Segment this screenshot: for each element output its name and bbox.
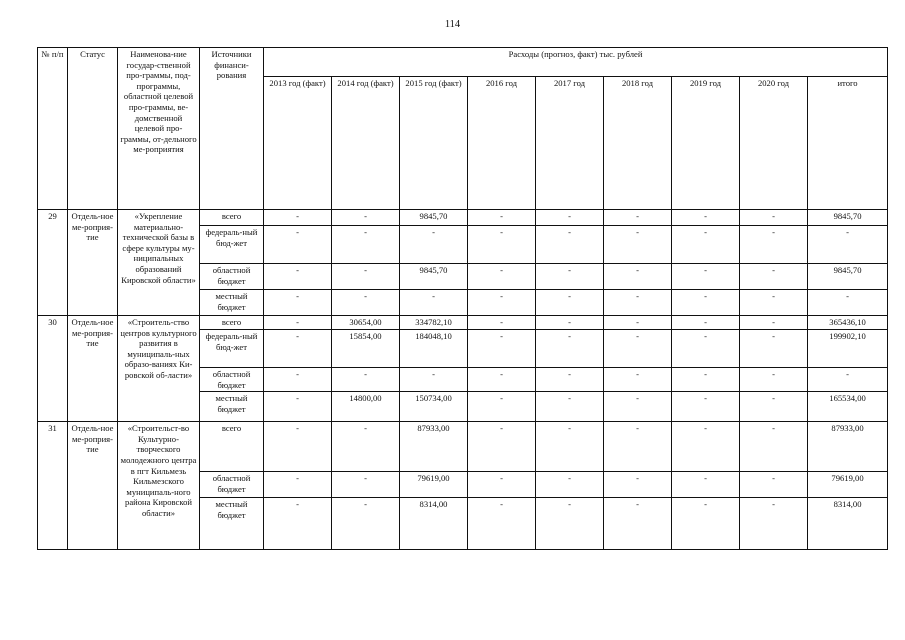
value-cell: 334782,10 [400, 316, 468, 330]
value-cell: - [672, 210, 740, 226]
value-cell: - [264, 226, 332, 264]
value-cell: - [604, 392, 672, 422]
value-cell: - [468, 316, 536, 330]
header-num: № п/п [38, 48, 68, 210]
row-status: Отдель-ное ме-роприя-тие [68, 316, 118, 422]
value-cell: 87933,00 [808, 422, 888, 472]
value-cell: - [332, 472, 400, 498]
value-cell: - [672, 316, 740, 330]
value-cell: - [740, 422, 808, 472]
value-cell: - [468, 498, 536, 550]
value-cell: - [604, 498, 672, 550]
value-cell: - [672, 422, 740, 472]
value-cell: - [332, 290, 400, 316]
value-cell: 365436,10 [808, 316, 888, 330]
value-cell: 79619,00 [400, 472, 468, 498]
value-cell: 199902,10 [808, 330, 888, 368]
value-cell: - [604, 330, 672, 368]
value-cell: 9845,70 [808, 210, 888, 226]
value-cell: - [536, 330, 604, 368]
header-year: 2016 год [468, 77, 536, 210]
value-cell: - [740, 316, 808, 330]
value-cell: - [536, 210, 604, 226]
value-cell: - [468, 392, 536, 422]
row-num: 31 [38, 422, 68, 550]
value-cell: - [468, 226, 536, 264]
value-cell: 165534,00 [808, 392, 888, 422]
value-cell: - [740, 226, 808, 264]
row-status: Отдель-ное ме-роприя-тие [68, 210, 118, 316]
header-name: Наименова-ние государ-ственной про-граммы, под-программы, областной целевой про-граммы, ве-домственной целевой про-граммы, от-дельного ме-роприятия [118, 48, 200, 210]
value-cell: - [468, 290, 536, 316]
row-source: областной бюджет [200, 472, 264, 498]
value-cell: 14800,00 [332, 392, 400, 422]
row-source: федераль-ный бюд-жет [200, 226, 264, 264]
value-cell: - [740, 368, 808, 392]
value-cell: 184048,10 [400, 330, 468, 368]
value-cell: - [332, 368, 400, 392]
header-year: 2017 год [536, 77, 604, 210]
value-cell: - [536, 392, 604, 422]
row-source: всего [200, 316, 264, 330]
value-cell: - [468, 422, 536, 472]
value-cell: - [808, 368, 888, 392]
value-cell: - [264, 210, 332, 226]
row-name: «Строительст-во Культурно-творческого молодежного центра в пгт Кильмезь Кильмезского муниципаль-ного района Кировской области» [118, 422, 200, 550]
value-cell: - [672, 264, 740, 290]
value-cell: - [264, 472, 332, 498]
value-cell: - [400, 226, 468, 264]
value-cell: - [740, 264, 808, 290]
value-cell: - [264, 368, 332, 392]
value-cell: - [536, 264, 604, 290]
value-cell: - [672, 472, 740, 498]
row-source: всего [200, 422, 264, 472]
value-cell: - [672, 392, 740, 422]
value-cell: - [536, 498, 604, 550]
row-num: 30 [38, 316, 68, 422]
value-cell: 79619,00 [808, 472, 888, 498]
row-source: всего [200, 210, 264, 226]
table-row [38, 422, 888, 472]
value-cell: 15854,00 [332, 330, 400, 368]
header-year: 2019 год [672, 77, 740, 210]
header-year: 2013 год (факт) [264, 77, 332, 210]
value-cell: - [332, 264, 400, 290]
table-row [38, 316, 888, 330]
value-cell: - [604, 264, 672, 290]
value-cell: - [740, 472, 808, 498]
value-cell: 9845,70 [400, 210, 468, 226]
row-source: местный бюджет [200, 498, 264, 550]
value-cell: - [468, 210, 536, 226]
row-source: местный бюджет [200, 290, 264, 316]
header-status: Статус [68, 48, 118, 210]
value-cell: - [808, 290, 888, 316]
value-cell: - [264, 330, 332, 368]
value-cell: - [264, 392, 332, 422]
header-year: 2020 год [740, 77, 808, 210]
value-cell: - [672, 330, 740, 368]
header-expenses: Расходы (прогноз, факт) тыс. рублей [264, 48, 888, 77]
value-cell: 9845,70 [808, 264, 888, 290]
value-cell: 8314,00 [808, 498, 888, 550]
header-year: 2015 год (факт) [400, 77, 468, 210]
table-row [38, 210, 888, 226]
row-name: «Строитель-ство центров культурного развития в муниципаль-ных образо-ваниях Ки-ровской об-ласти» [118, 316, 200, 422]
value-cell: - [740, 498, 808, 550]
value-cell: - [604, 368, 672, 392]
value-cell: - [264, 422, 332, 472]
value-cell: - [604, 422, 672, 472]
value-cell: 9845,70 [400, 264, 468, 290]
value-cell: - [740, 210, 808, 226]
row-source: областной бюджет [200, 264, 264, 290]
value-cell: - [468, 472, 536, 498]
value-cell: 87933,00 [400, 422, 468, 472]
value-cell: - [604, 472, 672, 498]
value-cell: - [536, 472, 604, 498]
value-cell: - [604, 290, 672, 316]
value-cell: - [536, 368, 604, 392]
header-source: Источники финанси-рования [200, 48, 264, 210]
row-name: «Укрепление материально-технической базы в сфере культуры му-ниципальных образований Кировской области» [118, 210, 200, 316]
expenses-table [37, 47, 888, 550]
header-row [38, 48, 888, 77]
value-cell: - [672, 368, 740, 392]
value-cell: - [604, 210, 672, 226]
value-cell: - [808, 226, 888, 264]
value-cell: - [536, 422, 604, 472]
value-cell: - [536, 316, 604, 330]
row-source: местный бюджет [200, 392, 264, 422]
page-number: 114 [444, 19, 461, 30]
value-cell: - [672, 498, 740, 550]
value-cell: - [468, 264, 536, 290]
row-status: Отдель-ное ме-роприя-тие [68, 422, 118, 550]
row-num: 29 [38, 210, 68, 316]
value-cell: - [740, 330, 808, 368]
value-cell: - [672, 226, 740, 264]
value-cell: - [400, 368, 468, 392]
value-cell: - [536, 290, 604, 316]
value-cell: - [332, 498, 400, 550]
header-year: итого [808, 77, 888, 210]
value-cell: - [332, 226, 400, 264]
row-source: федераль-ный бюд-жет [200, 330, 264, 368]
value-cell: - [604, 316, 672, 330]
value-cell: - [264, 498, 332, 550]
value-cell: - [468, 330, 536, 368]
value-cell: - [264, 264, 332, 290]
value-cell: - [264, 290, 332, 316]
value-cell: - [740, 392, 808, 422]
value-cell: - [332, 210, 400, 226]
value-cell: - [332, 422, 400, 472]
value-cell: 8314,00 [400, 498, 468, 550]
value-cell: 150734,00 [400, 392, 468, 422]
header-year: 2014 год (факт) [332, 77, 400, 210]
value-cell: - [468, 368, 536, 392]
value-cell: - [672, 290, 740, 316]
value-cell: 30654,00 [332, 316, 400, 330]
header-year: 2018 год [604, 77, 672, 210]
value-cell: - [264, 316, 332, 330]
value-cell: - [400, 290, 468, 316]
value-cell: - [604, 226, 672, 264]
value-cell: - [740, 290, 808, 316]
row-source: областной бюджет [200, 368, 264, 392]
value-cell: - [536, 226, 604, 264]
